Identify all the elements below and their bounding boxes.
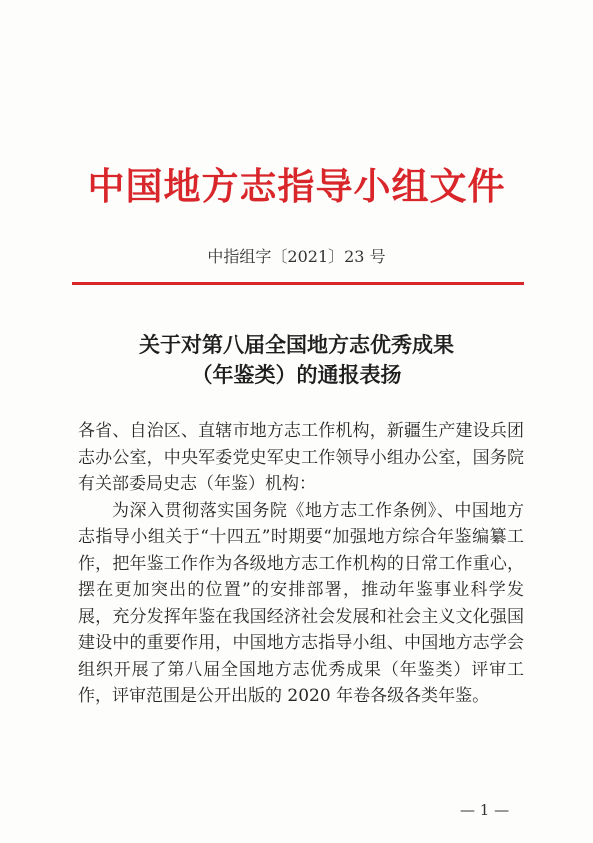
- document-title-line-1: 关于对第八届全国地方志优秀成果: [139, 332, 454, 357]
- body-paragraph-1: 为深入贯彻落实国务院《地方志工作条例》、中国地方志指导小组关于“十四五”时期要“加强地方综合年鉴编纂工作，把年鉴工作作为各级地方志工作机构的日常工作重心，摆在更加突出的位置”的安排部署，推动年鉴事业科学发展，充分发挥年鉴在我国经济社会发展和社会主义文化强国建设中的重要作用，中国地方志指导小组、中国地方志学会组织开展了第八届全国地方志优秀成果（年鉴类）评审工作，评审范围是公开出版的 2020 年卷各级各类年鉴。: [78, 500, 524, 706]
- document-number: 中指组字〔2021〕23 号: [207, 247, 386, 266]
- header-title: 中国地方志指导小组文件: [87, 165, 506, 208]
- document-title-line-2: （年鉴类）的通报表扬: [191, 362, 402, 387]
- salutation: 各省、自治区、直辖市地方志工作机构，新疆生产建设兵团志办公室，中央军委党史军史工作领导小组办公室，国务院有关部委局史志（年鉴）机构：: [78, 421, 524, 494]
- page-number: — 1 —: [460, 801, 510, 819]
- red-divider-line: [72, 282, 524, 285]
- document-body: [78, 418, 524, 710]
- document-title: [0, 330, 593, 390]
